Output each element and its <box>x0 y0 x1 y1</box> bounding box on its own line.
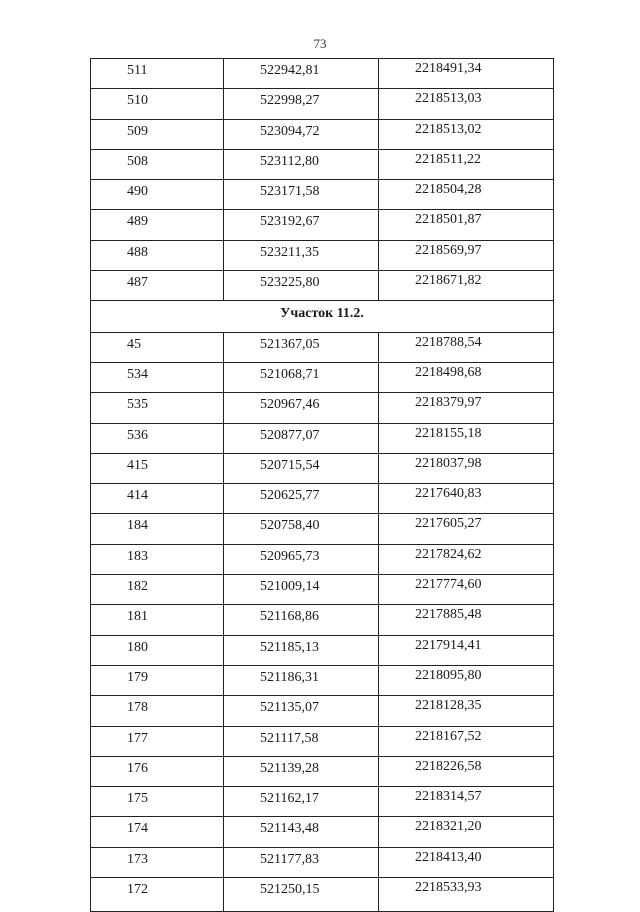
x-coordinate-cell: 523211,35 <box>224 240 379 270</box>
coordinates-table <box>90 58 554 912</box>
coordinates-table-body <box>91 59 554 912</box>
x-coordinate-cell: 521177,83 <box>224 847 379 877</box>
y-coordinate-cell: 2218788,54 <box>379 332 554 362</box>
table-row <box>91 119 554 149</box>
y-coordinate-cell: 2217605,27 <box>379 514 554 544</box>
point-number-cell: 536 <box>91 423 224 453</box>
x-coordinate-cell: 523192,67 <box>224 210 379 240</box>
table-row <box>91 726 554 756</box>
x-coordinate-cell: 520877,07 <box>224 423 379 453</box>
point-number-cell: 489 <box>91 210 224 240</box>
y-coordinate-cell: 2218501,87 <box>379 210 554 240</box>
y-coordinate-cell: 2218569,97 <box>379 240 554 270</box>
y-coordinate-cell: 2218513,02 <box>379 119 554 149</box>
point-number-cell: 414 <box>91 484 224 514</box>
table-row <box>91 484 554 514</box>
y-coordinate-cell: 2218095,80 <box>379 665 554 695</box>
x-coordinate-cell: 521162,17 <box>224 787 379 817</box>
x-coordinate-cell: 522998,27 <box>224 89 379 119</box>
y-coordinate-cell: 2217885,48 <box>379 605 554 635</box>
table-row <box>91 696 554 726</box>
table-row <box>91 453 554 483</box>
table-row <box>91 514 554 544</box>
x-coordinate-cell: 522942,81 <box>224 59 379 89</box>
x-coordinate-cell: 523225,80 <box>224 271 379 301</box>
y-coordinate-cell: 2218491,34 <box>379 59 554 89</box>
y-coordinate-cell: 2218321,20 <box>379 817 554 847</box>
point-number-cell: 534 <box>91 362 224 392</box>
table-row <box>91 575 554 605</box>
table-row <box>91 756 554 786</box>
point-number-cell: 180 <box>91 635 224 665</box>
point-number-cell: 174 <box>91 817 224 847</box>
section-title: Участок 11.2. <box>91 301 554 332</box>
table-row <box>91 787 554 817</box>
x-coordinate-cell: 521367,05 <box>224 332 379 362</box>
table-row <box>91 544 554 574</box>
point-number-cell: 184 <box>91 514 224 544</box>
page-number: 73 <box>313 36 327 51</box>
point-number-cell: 176 <box>91 756 224 786</box>
y-coordinate-cell: 2218167,52 <box>379 726 554 756</box>
section-header-row <box>91 301 554 332</box>
table-row <box>91 878 554 912</box>
table-row <box>91 423 554 453</box>
y-coordinate-cell: 2218226,58 <box>379 756 554 786</box>
x-coordinate-cell: 520967,46 <box>224 393 379 423</box>
point-number-cell: 173 <box>91 847 224 877</box>
point-number-cell: 172 <box>91 878 224 912</box>
y-coordinate-cell: 2218533,93 <box>379 878 554 912</box>
point-number-cell: 175 <box>91 787 224 817</box>
point-number-cell: 179 <box>91 665 224 695</box>
y-coordinate-cell: 2218511,22 <box>379 149 554 179</box>
table-row <box>91 89 554 119</box>
point-number-cell: 178 <box>91 696 224 726</box>
point-number-cell: 177 <box>91 726 224 756</box>
x-coordinate-cell: 521009,14 <box>224 575 379 605</box>
table-row <box>91 271 554 301</box>
y-coordinate-cell: 2218379,97 <box>379 393 554 423</box>
x-coordinate-cell: 520625,77 <box>224 484 379 514</box>
table-row <box>91 635 554 665</box>
y-coordinate-cell: 2218155,18 <box>379 423 554 453</box>
y-coordinate-cell: 2218037,98 <box>379 453 554 483</box>
y-coordinate-cell: 2217914,41 <box>379 635 554 665</box>
y-coordinate-cell: 2218671,82 <box>379 271 554 301</box>
table-row <box>91 240 554 270</box>
table-row <box>91 847 554 877</box>
y-coordinate-cell: 2218498,68 <box>379 362 554 392</box>
y-coordinate-cell: 2218314,57 <box>379 787 554 817</box>
x-coordinate-cell: 521135,07 <box>224 696 379 726</box>
x-coordinate-cell: 520715,54 <box>224 453 379 483</box>
y-coordinate-cell: 2217824,62 <box>379 544 554 574</box>
point-number-cell: 487 <box>91 271 224 301</box>
x-coordinate-cell: 523094,72 <box>224 119 379 149</box>
x-coordinate-cell: 521143,48 <box>224 817 379 847</box>
y-coordinate-cell: 2218413,40 <box>379 847 554 877</box>
point-number-cell: 535 <box>91 393 224 423</box>
point-number-cell: 508 <box>91 149 224 179</box>
table-row <box>91 393 554 423</box>
x-coordinate-cell: 521186,31 <box>224 665 379 695</box>
point-number-cell: 183 <box>91 544 224 574</box>
point-number-cell: 182 <box>91 575 224 605</box>
point-number-cell: 45 <box>91 332 224 362</box>
x-coordinate-cell: 520965,73 <box>224 544 379 574</box>
y-coordinate-cell: 2218513,03 <box>379 89 554 119</box>
x-coordinate-cell: 521185,13 <box>224 635 379 665</box>
table-row <box>91 332 554 362</box>
table-row <box>91 362 554 392</box>
y-coordinate-cell: 2218504,28 <box>379 180 554 210</box>
point-number-cell: 509 <box>91 119 224 149</box>
y-coordinate-cell: 2217774,60 <box>379 575 554 605</box>
x-coordinate-cell: 521068,71 <box>224 362 379 392</box>
x-coordinate-cell: 521250,15 <box>224 878 379 912</box>
y-coordinate-cell: 2217640,83 <box>379 484 554 514</box>
y-coordinate-cell: 2218128,35 <box>379 696 554 726</box>
table-row <box>91 817 554 847</box>
table-row <box>91 149 554 179</box>
point-number-cell: 181 <box>91 605 224 635</box>
table-row <box>91 59 554 89</box>
table-row <box>91 665 554 695</box>
x-coordinate-cell: 523171,58 <box>224 180 379 210</box>
table-row <box>91 180 554 210</box>
point-number-cell: 488 <box>91 240 224 270</box>
x-coordinate-cell: 523112,80 <box>224 149 379 179</box>
point-number-cell: 415 <box>91 453 224 483</box>
point-number-cell: 510 <box>91 89 224 119</box>
point-number-cell: 490 <box>91 180 224 210</box>
x-coordinate-cell: 521168,86 <box>224 605 379 635</box>
x-coordinate-cell: 520758,40 <box>224 514 379 544</box>
x-coordinate-cell: 521139,28 <box>224 756 379 786</box>
table-row <box>91 605 554 635</box>
point-number-cell: 511 <box>91 59 224 89</box>
table-row <box>91 210 554 240</box>
x-coordinate-cell: 521117,58 <box>224 726 379 756</box>
